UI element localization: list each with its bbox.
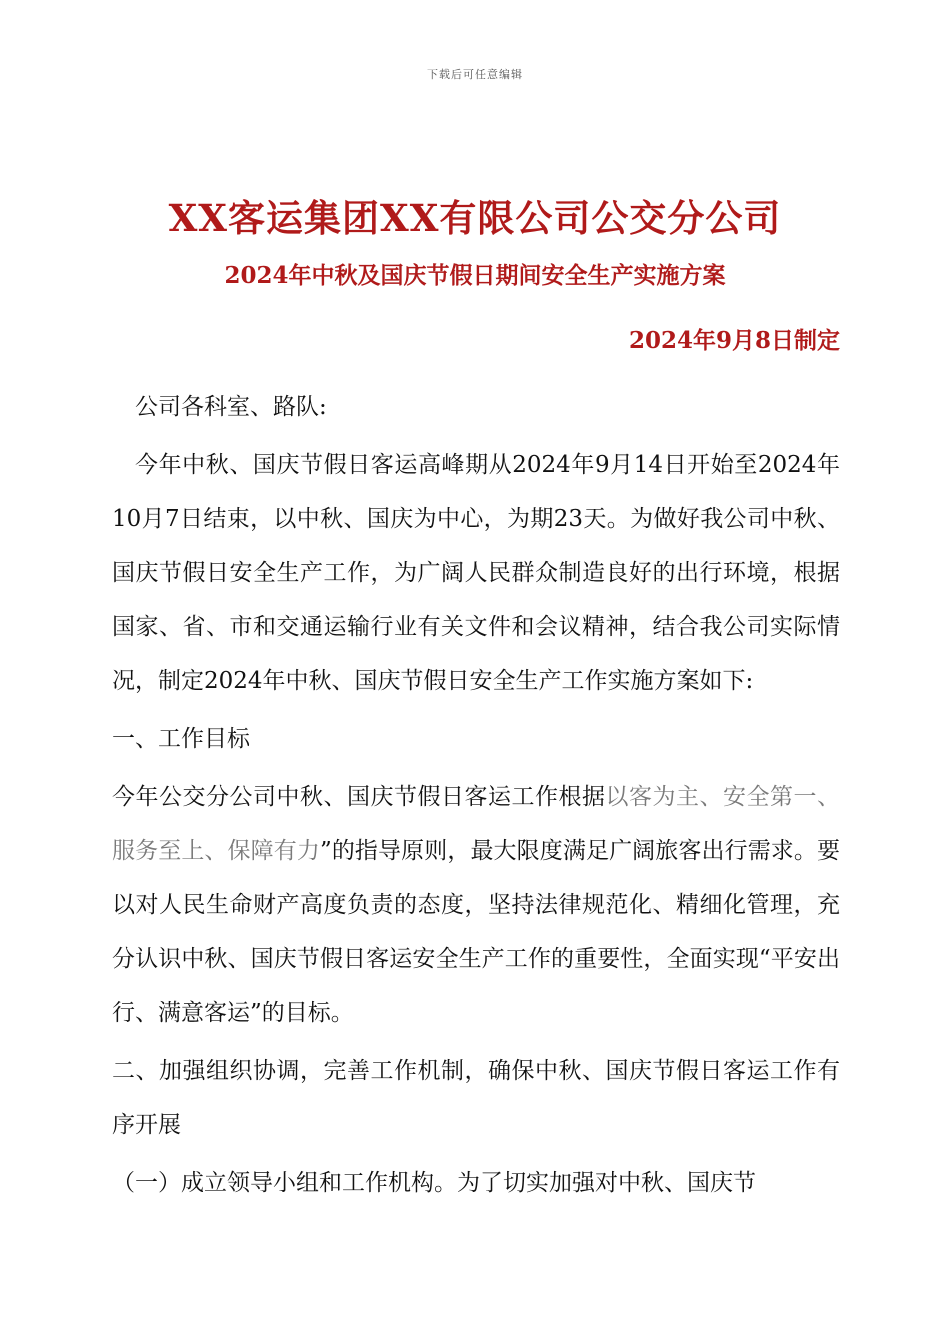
section-1-text-after: ”的指导原则，最大限度满足广阔旅客出行需求。要以对人民生命财产高度负责的态度，坚持法律规范化、精细化管理，充分认识中秋、国庆节假日客运安全生产工作的重要性，全面实现“平安出行、满意客运”的目标。 xyxy=(112,838,841,1026)
section-2-heading: 二、加强组织协调，完善工作机制，确保中秋、国庆节假日客运工作有序开展 xyxy=(112,1058,840,1138)
document-body xyxy=(112,380,840,1210)
document-date: 2024年9月8日制定 xyxy=(628,327,840,354)
header-note: 下载后可任意编辑 xyxy=(427,68,523,81)
salutation: 公司各科室、路队: xyxy=(135,394,327,420)
intro-paragraph: 今年中秋、国庆节假日客运高峰期从2024年9月14日开始至2024年10月7日结束，以中秋、国庆为中心，为期23天。为做好我公司中秋、国庆节假日安全生产工作，为广阔人民群众制造良好的出行环境，根据国家、省、市和交通运输行业有关文件和会议精神，结合我公司实际情况，制定2024年中秋、国庆节假日安全生产工作实施方案如下: xyxy=(112,452,840,694)
section-1-text-before: 今年公交分公司中秋、国庆节假日客运工作根据 xyxy=(112,784,606,810)
section-1-heading: 一、工作目标 xyxy=(112,726,250,752)
section-1-text-principle: 以客为主、安全第一、服务至上、保障有力 xyxy=(112,784,840,864)
section-1-paragraph xyxy=(112,770,840,1040)
section-2-sub-1: （一）成立领导小组和工作机构。为了切实加强对中秋、国庆节 xyxy=(112,1170,756,1196)
document-subtitle: 2024年中秋及国庆节假日期间安全生产实施方案 xyxy=(224,262,726,289)
document-title: XX客运集团XX有限公司公交分公司 xyxy=(168,196,782,240)
